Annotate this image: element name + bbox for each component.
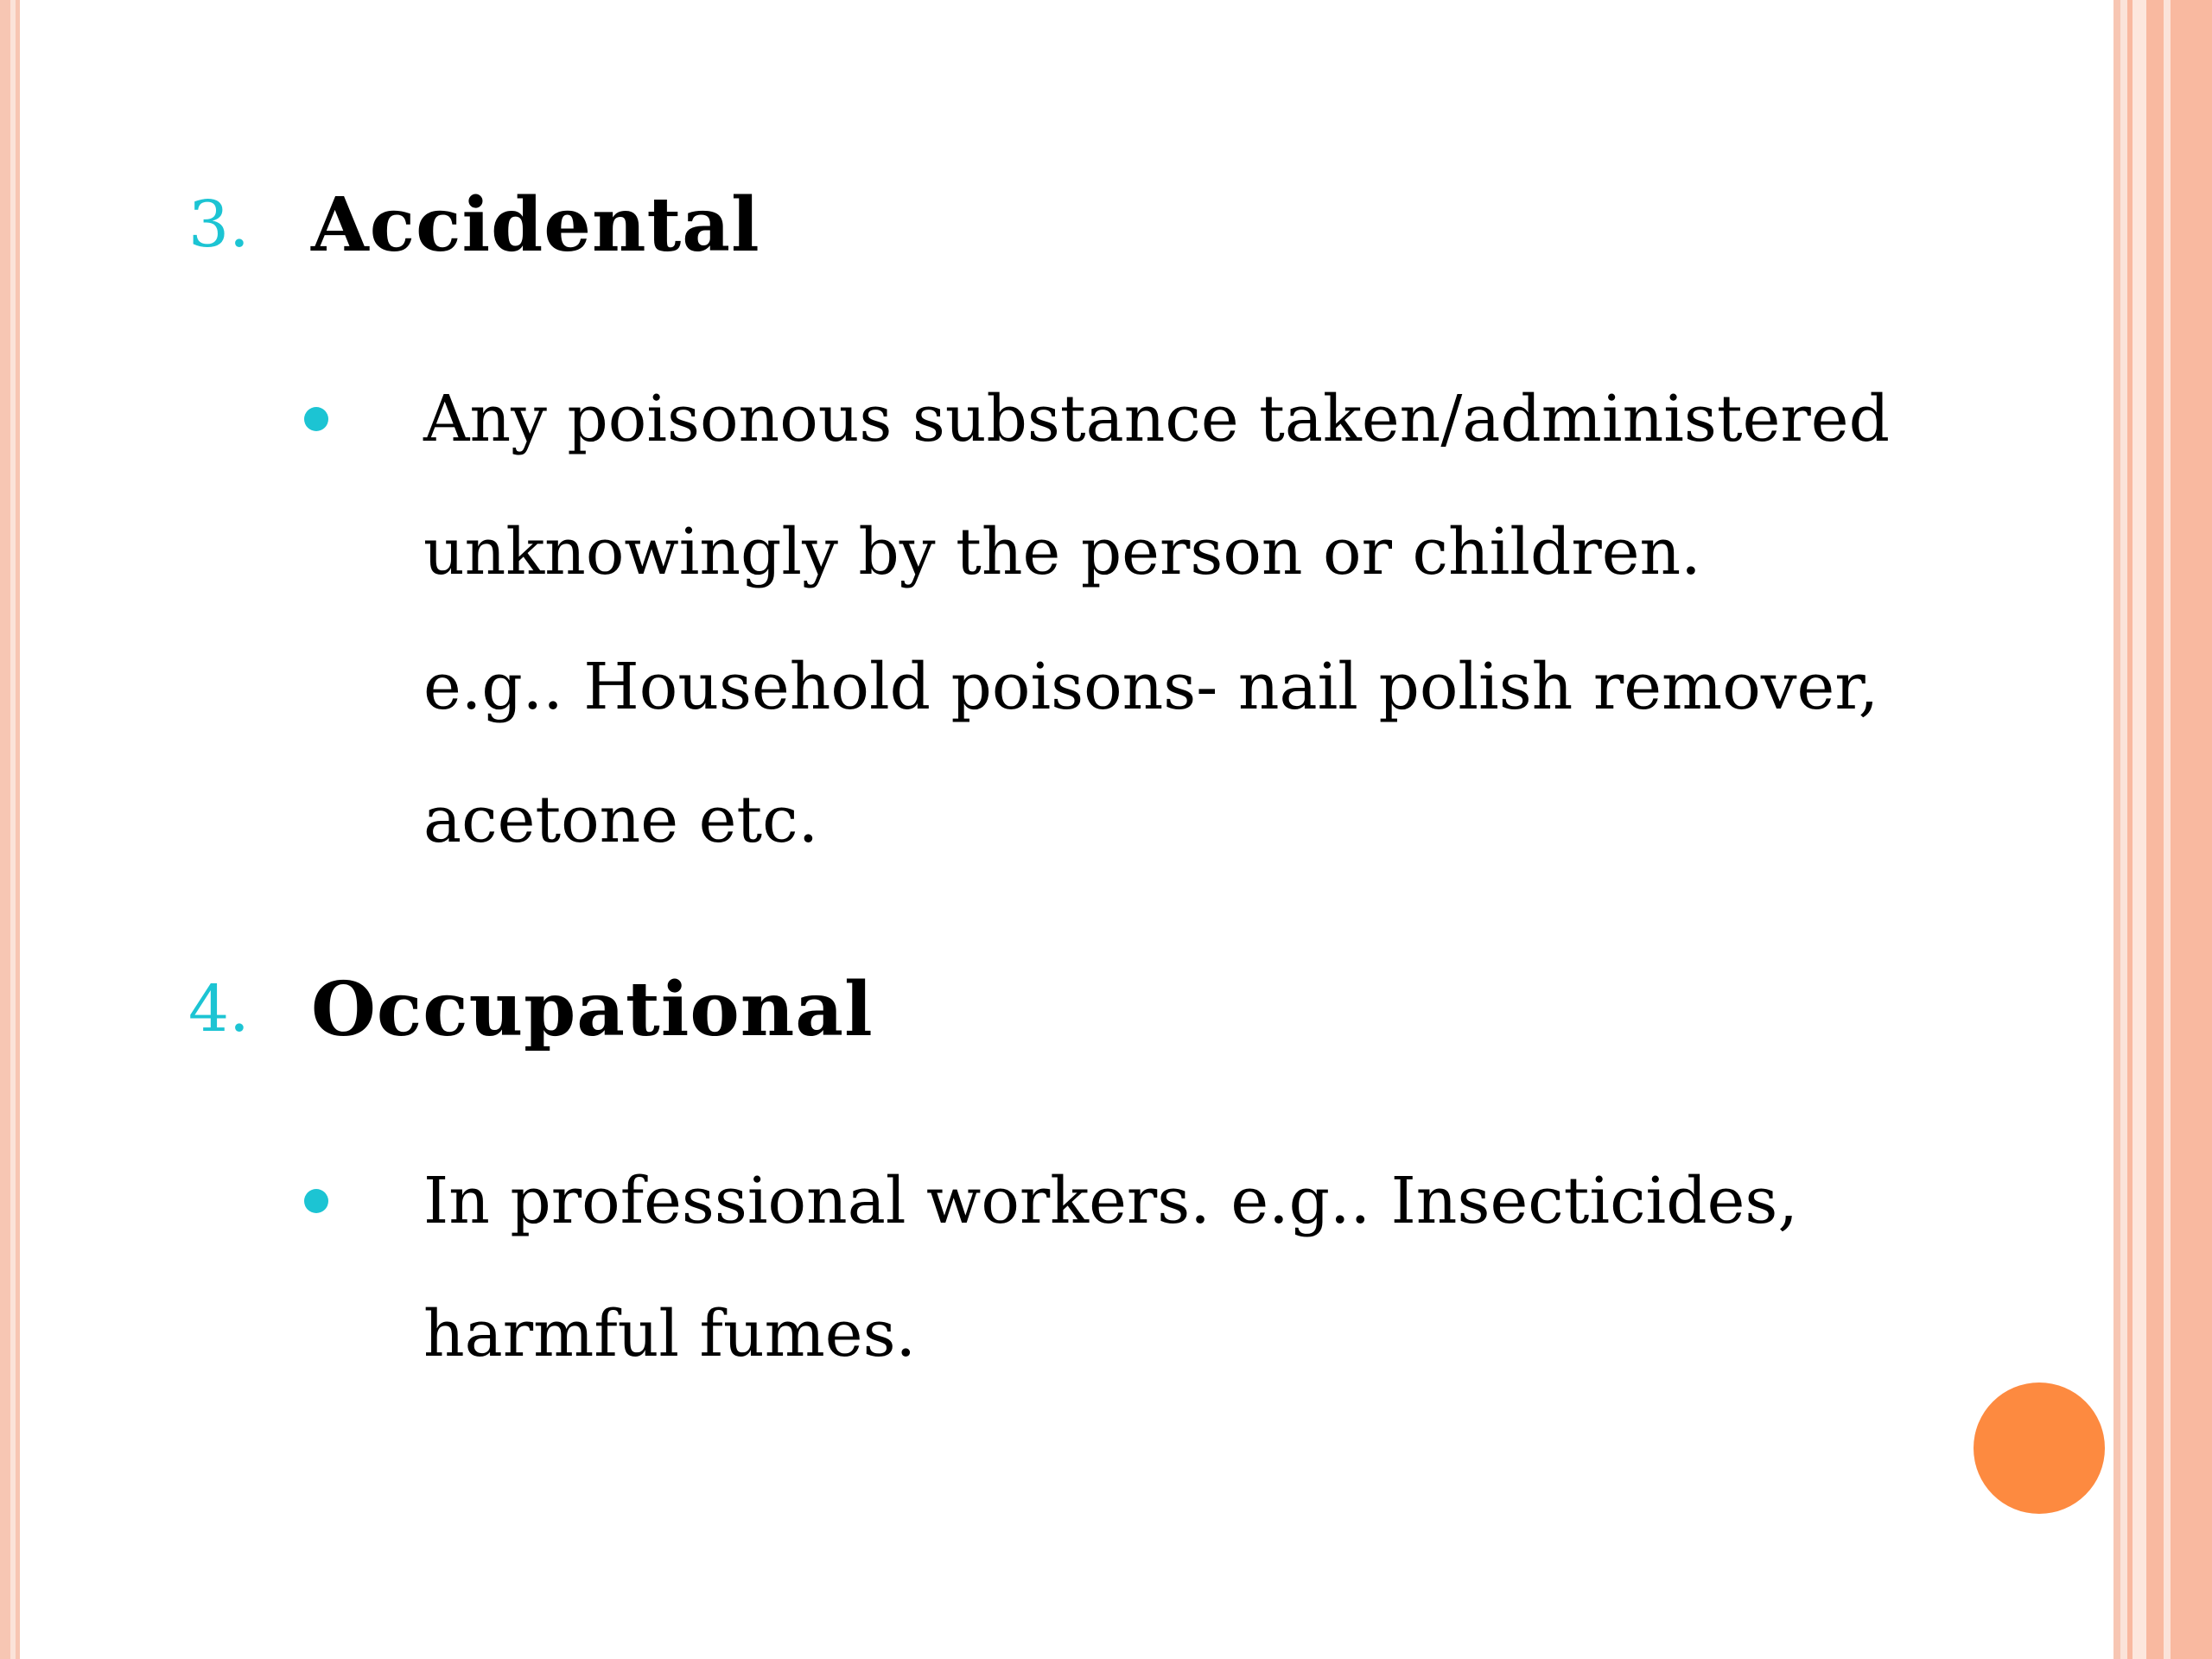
bullet-text-line: e.g.. Household poisons- nail polish remover, [423, 650, 1879, 724]
section-heading-occupational [188, 962, 874, 1057]
decorative-circle-icon [1974, 1382, 2105, 1514]
bullet-text-line: acetone etc. [423, 783, 819, 857]
frame-right-stripe [2146, 0, 2164, 1659]
section-title: Occupational [311, 965, 874, 1053]
frame-right-stripe [2113, 0, 2120, 1659]
bullet-text-line: harmful fumes. [423, 1297, 917, 1371]
section-number: 4. [188, 972, 250, 1046]
bullet-dot-icon [304, 407, 328, 431]
section-number: 3. [188, 188, 250, 262]
bullet-text-line: In professional workers. e.g.. Insecticides, [423, 1164, 1798, 1238]
section-title: Accidental [311, 181, 760, 269]
frame-right-stripe [2164, 0, 2171, 1659]
frame-right-stripe [2171, 0, 2212, 1659]
bullet-text-line: Any poisonous substance taken/administered [423, 382, 1890, 456]
section-heading-accidental [188, 177, 760, 272]
frame-right-stripe [2133, 0, 2146, 1659]
bullet-dot-icon [304, 1189, 328, 1213]
frame-right-stripe [2120, 0, 2127, 1659]
bullet-text-line: unknowingly by the person or children. [423, 515, 1701, 589]
